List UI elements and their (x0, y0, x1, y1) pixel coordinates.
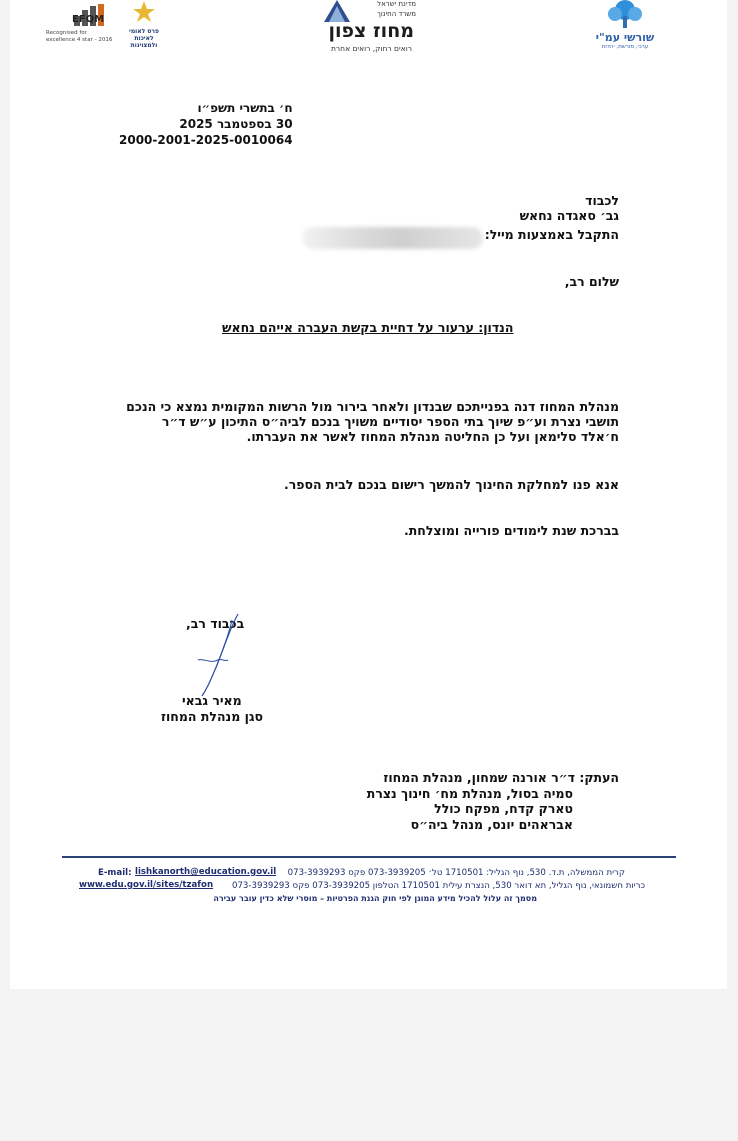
date-block (119, 100, 293, 148)
cc-line-2: סמיה בסול, מנהלת מח׳ חינוך נצרת (366, 786, 573, 801)
received-via: התקבל באמצעות מייל: (484, 227, 619, 242)
footer-website[interactable] (79, 880, 213, 890)
footer-email-label: E-mail: (98, 868, 132, 878)
cc-line-1: העתק: ד״ר אורנה שמחון, מנהלת המחוז (383, 770, 619, 785)
website-link[interactable]: www.edu.gov.il/sites/tzafon (79, 880, 214, 890)
footer-privacy-notice: מסמך זה עלול להכיל מידע המוגן לפי חוק הגנת הפרטיות – מוסרי שלא כדין עובר עבירה (213, 894, 537, 903)
to-label: לכבוד (585, 193, 619, 208)
efqm-caption: Recognised for excellence 4 star - 2016 (46, 30, 113, 43)
district-slogan: רואים רחוק, רואים אחרת (331, 44, 412, 53)
tree-icon (605, 0, 645, 28)
footer-divider (62, 856, 676, 858)
ministry-logo (324, 0, 416, 56)
footer-address-1: קרית הממשלה, ת.ד. 530, נוף הגליל: 1710501 טל׳ 073-3939205 פקס 073-3939293 (287, 868, 625, 878)
efqm-logo (46, 4, 116, 54)
body-paragraph-3: בברכת שנת לימודים פורייה ומוצלחת. (403, 523, 619, 538)
cc-line-3: טארק קדח, מפקח כולל (434, 801, 573, 816)
efqm-label: EFQM (72, 14, 105, 25)
reference-number: 2000-2001-2025-0010064 (119, 133, 293, 147)
letter-page (10, 0, 727, 989)
recipient-name: גב׳ סאגדה נחאש (519, 208, 619, 223)
hebrew-date: ח׳ בתשרי תשפ״ו (197, 101, 293, 115)
prize-text: פרס לאומי לאיכות ולמצוינות (129, 28, 159, 49)
ministry-line2: משרד החינוך (377, 10, 416, 18)
body-line-1: מנהלת המחוז דנה בפנייתכם שבנדון ולאחר בירור מול הרשות המקומית נמצא כי הנכם (126, 399, 619, 414)
prize-star-icon (132, 0, 156, 24)
ministry-line1: מדינת ישראל (377, 0, 416, 8)
subject-line: הנדון: ערעור על דחיית בקשת העברה אייהם נחאש (222, 320, 514, 335)
cc-line-4: אבראהים יונס, מנהל ביה״ס (410, 817, 573, 832)
shorashei-ami-logo (590, 0, 660, 52)
handwritten-signature (188, 612, 248, 698)
greeting: שלום רב, (564, 274, 619, 289)
national-prize-logo (128, 0, 160, 54)
signer-name: מאיר גבאי (182, 693, 242, 708)
body-paragraph-2: אנא פנו למחלקת החינוך להמשך רישום בנכם לבית הספר. (283, 477, 619, 492)
footer-email[interactable] (135, 867, 276, 877)
ministry-emblem-icon (324, 0, 350, 22)
district-title: מחוז צפון (328, 20, 414, 42)
shorashei-title: שורשי עמ"י (595, 31, 655, 44)
gregorian-date: 30 בספטמבר 2025 (179, 117, 293, 131)
body-line-3: ח׳אלד סלימאן ועל כן החליטה מנהלת המחוז לאשר את העברתו. (246, 429, 619, 444)
redacted-email (302, 227, 483, 249)
email-link[interactable]: lishkanorth@education.gov.il (135, 867, 277, 877)
shorashei-tagline: ערכי, מורשת, יהדות (601, 44, 649, 50)
signer-title: סגן מנהלת המחוז (161, 709, 263, 724)
closing: בכבוד רב, (186, 616, 245, 631)
body-line-2: תושבי נצרת וע״פ שיוך בתי הספר יסודיים משויך בנכם לביה״ס התיכון ע״ש ד״ר (161, 414, 619, 429)
footer-address-2: כריות חשמונאי, נוף הגליל, תא דואר 530, הנצרת עילית 1710501 הטלפון 073-3939205 פקס 073-3939293 (232, 881, 645, 891)
